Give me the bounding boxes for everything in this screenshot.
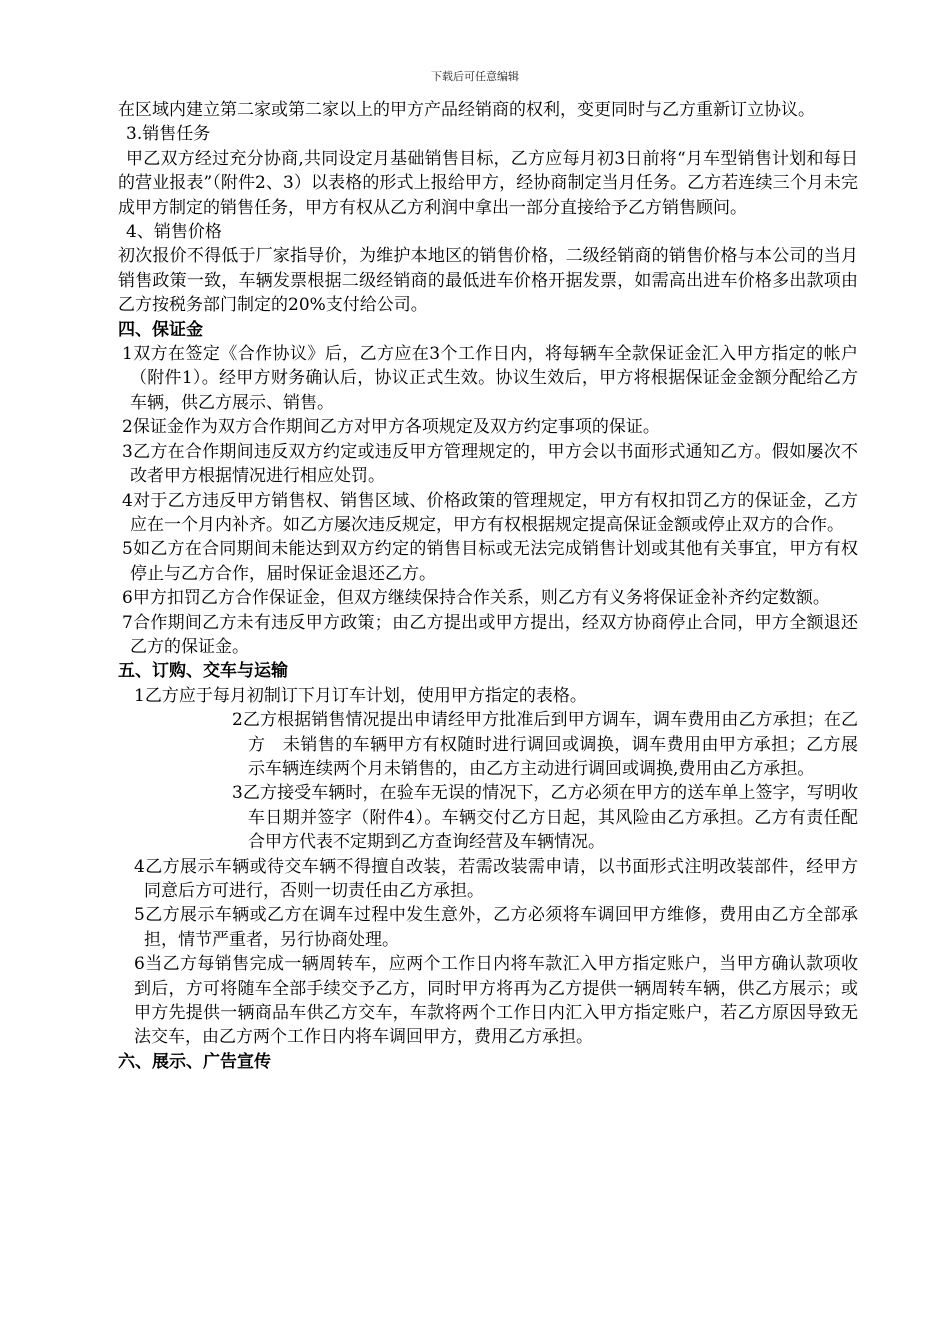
deposit-clause-5: 5如乙方在合同期间未能达到双方约定的销售目标或无法完成销售计划或其他有关事宜，甲方有权停止与乙方合作，届时保证金退还乙方。 [122,539,858,584]
deposit-clause-7: 7合作期间乙方未有违反甲方政策；由乙方提出或甲方提出，经双方协商停止合同，甲方全额退还乙方的保证金。 [122,612,858,657]
deposit-clause-2: 2保证金作为双方合作期间乙方对甲方各项规定及双方约定事项的保证。 [122,417,660,438]
paragraph-sales-price: 初次报价不得低于厂家指导价，为维护本地区的销售价格，二级经销商的销售价格与本公司的当月销售政策一致，车辆发票根据二级经销商的最低进车价格开据发票，如需高出进车价格多出款项由乙方按税务部门制定的20%支付给公司。 [118,246,858,316]
page-header: 下载后可任意编辑 [431,70,519,83]
paragraph-sales-task: 甲乙双方经过充分协商,共同设定月基础销售目标，乙方应每月初3日前将“月车型销售计划和每日的营业报表”（附件2、3）以表格的形式上报给甲方，经协商制定当月任务。乙方若连续三个月未完成甲方制定的销售任务，甲方有权从乙方利润中拿出一部分直接给予乙方销售顾问。 [118,148,858,218]
ordering-clause-5: 5乙方展示车辆或乙方在调车过程中发生意外，乙方必须将车调回甲方维修，费用由乙方全部承担，情节严重者，另行协商处理。 [134,905,858,950]
section-heading-deposit: 四、保证金 [118,319,203,340]
deposit-clause-4: 4对于乙方违反甲方销售权、销售区域、价格政策的管理规定，甲方有权扣罚乙方的保证金，乙方应在一个月内补齐。如乙方屡次违反规定，甲方有权根据规定提高保证金额或停止双方的合作。 [122,490,858,535]
ordering-clause-3: 3乙方接受车辆时，在验车无误的情况下，乙方必须在甲方的送车单上签字，写明收车日期并签字（附件4）。车辆交付乙方日起，其风险由乙方承担。乙方有责任配合甲方代表不定期到乙方查询经营及车辆情况。 [232,783,858,853]
subheading-sales-price: 4、销售价格 [126,222,222,243]
ordering-clause-4: 4乙方展示车辆或待交车辆不得擅自改装，若需改装需申请，以书面形式注明改装部件，经甲方同意后方可进行，否则一切责任由乙方承担。 [134,856,858,901]
ordering-clause-2: 2乙方根据销售情况提出申请经甲方批准后到甲方调车，调车费用由乙方承担；在乙方 未销售的车辆甲方有权随时进行调回或调换，调车费用由甲方承担；乙方展示车辆连续两个月未销售的，由乙方主动进行调回或调换,费用由乙方承担。 [232,710,858,779]
ordering-clause-1: 1乙方应于每月初制订下月订车计划，使用甲方指定的表格。 [134,685,587,706]
subheading-sales-task: 3.销售任务 [126,124,211,145]
paragraph-region-rights: 在区域内建立第二家或第二家以上的甲方产品经销商的权利，变更同时与乙方重新订立协议。 [118,100,815,120]
document-body [118,98,858,1074]
deposit-clause-3: 3乙方在合作期间违反双方约定或违反甲方管理规定的，甲方会以书面形式通知乙方。假如屡次不改者甲方根据情况进行相应处罚。 [122,441,858,487]
deposit-clause-6: 6甲方扣罚乙方合作保证金，但双方继续保持合作关系，则乙方有义务将保证金补齐约定数额。 [122,588,830,609]
section-heading-display-ads: 六、展示、广告宣传 [118,1051,271,1072]
section-heading-ordering: 五、订购、交车与运输 [118,661,288,682]
ordering-clause-6: 6当乙方每销售完成一辆周转车，应两个工作日内将车款汇入甲方指定账户，当甲方确认款项收到后，方可将随车全部手续交予乙方，同时甲方将再为乙方提供一辆周转车辆，供乙方展示；或甲方先提供一辆商品车供乙方交车，车款将两个工作日内汇入甲方指定账户，若乙方原因导致无法交车，由乙方两个工作日内将车调回甲方，费用乙方承担。 [134,954,858,1048]
deposit-clause-1: 1双方在签定《合作协议》后，乙方应在3个工作日内，将每辆车全款保证金汇入甲方指定的帐户（附件1）。经甲方财务确认后，协议正式生效。协议生效后，甲方将根据保证金金额分配给乙方车辆，供乙方展示、销售。 [122,344,858,413]
